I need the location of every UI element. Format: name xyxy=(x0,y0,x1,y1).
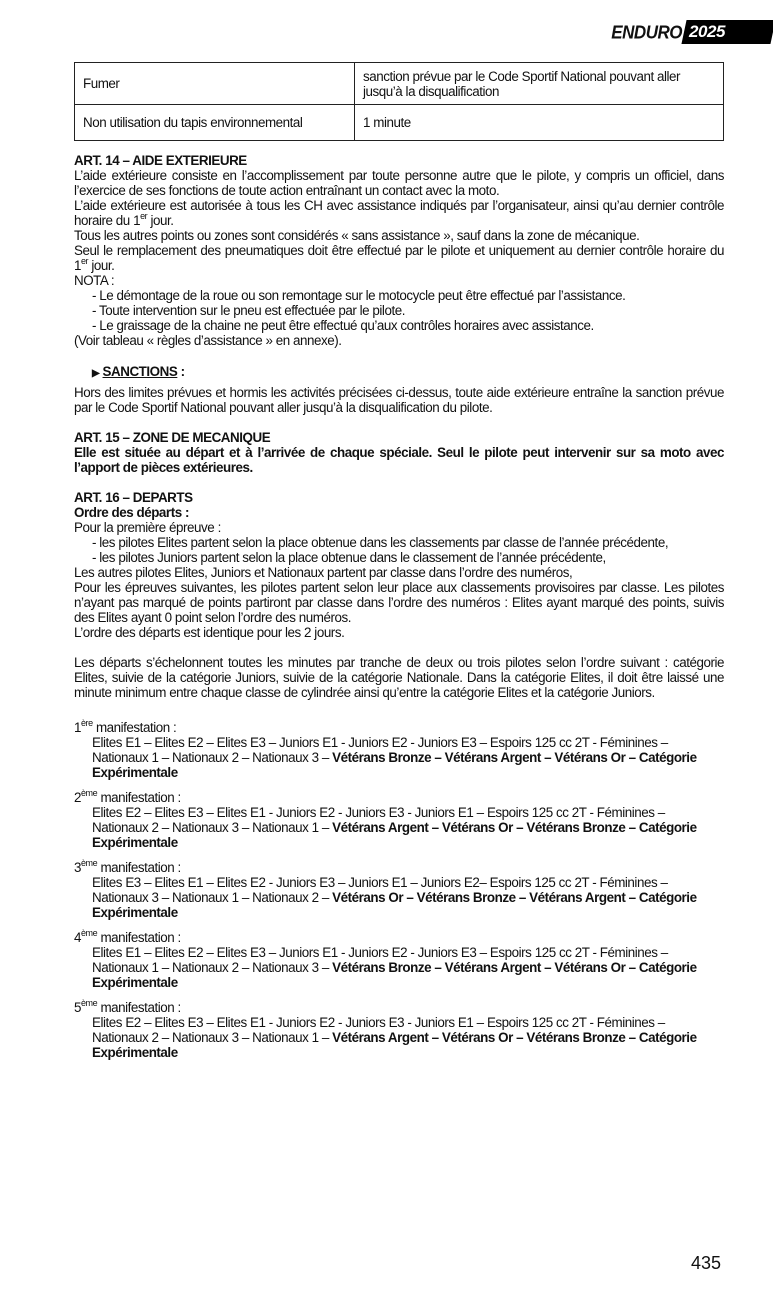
text-span: L’aide extérieure est autorisée à tous les CH avec assistance indiqués par l’organisateur, ainsi qu’au dernier contrôle horaire du 1 xyxy=(74,198,724,228)
page-number: 435 xyxy=(690,1253,721,1273)
text-span: Elites E2 – Elites E3 – Elites E1 - Juniors E2 - Juniors E3 - Juniors E1 – Espoirs 125 cc 2T - Féminines – Nationaux 2 – Nationaux 3 – Nationaux 1 – xyxy=(92,805,665,835)
list-item: - Toute intervention sur le pneu est effectuée par le pilote. xyxy=(92,303,405,318)
text-span: Elites E2 – Elites E3 – Elites E1 - Juniors E2 - Juniors E3 - Juniors E1 – Espoirs 125 cc 2T - Féminines – Nationaux 2 – Nationaux 3 – Nationaux 1 – xyxy=(92,1015,665,1045)
text-span-bold: Vétérans Bronze – Vétérans Argent – Vétérans Or – Catégorie Expérimentale xyxy=(92,750,697,780)
sanctions-table xyxy=(74,62,724,141)
art16-paragraph: L’ordre des départs est identique pour les 2 jours. xyxy=(74,625,345,640)
art14-title: ART. 14 – AIDE EXTERIEURE xyxy=(74,153,247,168)
art16-subtitle: Ordre des départs : xyxy=(74,505,189,520)
sanctions-text: Hors des limites prévues et hormis les activités précisées ci-dessus, toute aide extérieure entraîne la sanction prévue par le Code Sportif National pouvant aller jusqu’à la disqualification du pilote. xyxy=(74,385,724,415)
header-year: 2025 xyxy=(688,22,725,41)
manifestation-label xyxy=(74,930,724,945)
text-span: manifestation : xyxy=(97,790,181,805)
art14-paragraph: Tous les autres points ou zones sont considérés « sans assistance », sauf dans la zone de mécanique. xyxy=(74,228,640,243)
superscript: er xyxy=(140,211,148,221)
text-span: Seul le remplacement des pneumatiques doit être effectué par le pilote et uniquement au dernier contrôle horaire du 1 xyxy=(74,243,724,273)
text-span: 1 xyxy=(74,720,81,735)
text-span: : xyxy=(177,364,185,379)
text-span: jour. xyxy=(147,213,174,228)
text-span-bold: Vétérans Or – Vétérans Bronze – Vétérans Argent – Catégorie Expérimentale xyxy=(92,890,697,920)
table-cell-sanction: 1 minute xyxy=(355,105,724,141)
text-span-bold: Vétérans Argent – Vétérans Or – Vétérans Bronze – Catégorie Expérimentale xyxy=(92,1030,697,1060)
nota-label: NOTA : xyxy=(74,273,115,288)
table-cell-sanction: sanction prévue par le Code Sportif National pouvant aller jusqu’à la disqualification xyxy=(355,63,724,105)
manifestation-label xyxy=(74,1000,724,1015)
manifestation-order xyxy=(74,945,724,990)
header-year-badge xyxy=(681,20,773,44)
text-span: Elites E1 – Elites E2 – Elites E3 – Juniors E1 - Juniors E2 - Juniors E3 – Espoirs 125 cc 2T - Féminines – Nationaux 1 – Nationaux 2 – Nationaux 3 – xyxy=(92,735,668,765)
superscript: ème xyxy=(81,998,98,1008)
manifestation-label xyxy=(74,720,724,735)
header-enduro: ENDURO xyxy=(611,21,682,43)
triangle-bullet-icon: ▶ xyxy=(92,368,100,379)
text-span: manifestation : xyxy=(92,720,177,735)
manifestation-block xyxy=(74,720,724,780)
table-cell-infraction: Fumer xyxy=(75,63,355,105)
text-span: jour. xyxy=(88,258,115,273)
superscript: er xyxy=(81,256,89,266)
text-span: Elites E3 – Elites E1 – Elites E2 - Juniors E3 – Juniors E1 – Juniors E2– Espoirs 125 cc 2T - Féminines – Nationaux 3 – Nationaux 1 – Nationaux 2 – xyxy=(92,875,668,905)
art14-paragraph xyxy=(74,243,724,273)
art15-title: ART. 15 – ZONE DE MECANIQUE xyxy=(74,430,271,445)
sanctions-heading xyxy=(74,364,724,381)
text-span: manifestation : xyxy=(97,860,181,875)
text-span-bold: Vétérans Argent – Vétérans Or – Vétérans Bronze – Catégorie Expérimentale xyxy=(92,820,697,850)
superscript: ème xyxy=(81,858,98,868)
list-item: - les pilotes Elites partent selon la place obtenue dans les classements par classe de l’année précédente, xyxy=(92,535,669,550)
art15-text: Elle est située au départ et à l’arrivée de chaque spéciale. Seul le pilote peut intervenir sur sa moto avec l’apport de pièces extérieures. xyxy=(74,445,724,475)
sanctions-label: SANCTIONS xyxy=(102,364,178,379)
list-item: - Le graissage de la chaine ne peut être effectué qu’aux contrôles horaires avec assistance. xyxy=(92,318,594,333)
page-header xyxy=(611,19,773,45)
manifestation-order xyxy=(74,875,724,920)
document-body xyxy=(74,62,724,1060)
manifestation-label xyxy=(74,790,724,805)
manifestation-label xyxy=(74,860,724,875)
text-span: Elites E1 – Elites E2 – Elites E3 – Juniors E1 - Juniors E2 - Juniors E3 – Espoirs 125 cc 2T - Féminines – Nationaux 1 – Nationaux 2 – Nationaux 3 – xyxy=(92,945,668,975)
table-row xyxy=(75,63,724,105)
art16-paragraph: Pour la première épreuve : xyxy=(74,520,221,535)
text-span: manifestation : xyxy=(97,1000,181,1015)
art14-paragraph: L’aide extérieure consiste en l’accomplissement par toute personne autre que le pilote, y compris un officiel, dans l’exercice de ses fonctions de toute action entraînant un contact avec la moto. xyxy=(74,168,724,198)
text-span: 2 xyxy=(74,790,81,805)
text-span: 3 xyxy=(74,860,81,875)
art16-paragraph: Pour les épreuves suivantes, les pilotes partent selon leur place aux classements provisoires par classe. Les pilotes n’ayant pas marqué de points partiront par classe dans l’ordre des numéros : Elites ayant marqué des points, suivis des Elites ayant 0 point selon l’ordre des numéros. xyxy=(74,580,724,625)
manifestation-block xyxy=(74,930,724,990)
manifestation-block xyxy=(74,860,724,920)
table-row xyxy=(75,105,724,141)
superscript: ème xyxy=(81,928,98,938)
manifestation-order xyxy=(74,1015,724,1060)
text-span: 4 xyxy=(74,930,81,945)
manifestation-block xyxy=(74,1000,724,1060)
text-span: 5 xyxy=(74,1000,81,1015)
list-item: - Le démontage de la roue ou son remontage sur le motocycle peut être effectué par l’assistance. xyxy=(92,288,626,303)
art16-paragraph: Les autres pilotes Elites, Juniors et Nationaux partent par classe dans l’ordre des numéros, xyxy=(74,565,573,580)
art14-paragraph xyxy=(74,198,724,228)
art16-paragraph: Les départs s’échelonnent toutes les minutes par tranche de deux ou trois pilotes selon l’ordre suivant : catégorie Elites, suivie de la catégorie Juniors, suivie de la catégorie Nationale. Dans la catégorie Elites, il doit être laissé une minute minimum entre chaque classe de cylindrée ainsi qu’entre la catégorie Elites et la catégorie Juniors. xyxy=(74,655,724,700)
superscript: ère xyxy=(81,718,93,728)
text-span: manifestation : xyxy=(97,930,181,945)
text-span-bold: Vétérans Bronze – Vétérans Argent – Vétérans Or – Catégorie Expérimentale xyxy=(92,960,697,990)
manifestation-order xyxy=(74,735,724,780)
table-cell-infraction: Non utilisation du tapis environnemental xyxy=(75,105,355,141)
art16-title: ART. 16 – DEPARTS xyxy=(74,490,193,505)
annex-note: (Voir tableau « règles d’assistance » en annexe). xyxy=(74,333,342,348)
superscript: ème xyxy=(81,788,98,798)
manifestation-order xyxy=(74,805,724,850)
list-item: - les pilotes Juniors partent selon la place obtenue dans le classement de l’année précédente, xyxy=(92,550,606,565)
manifestation-block xyxy=(74,790,724,850)
